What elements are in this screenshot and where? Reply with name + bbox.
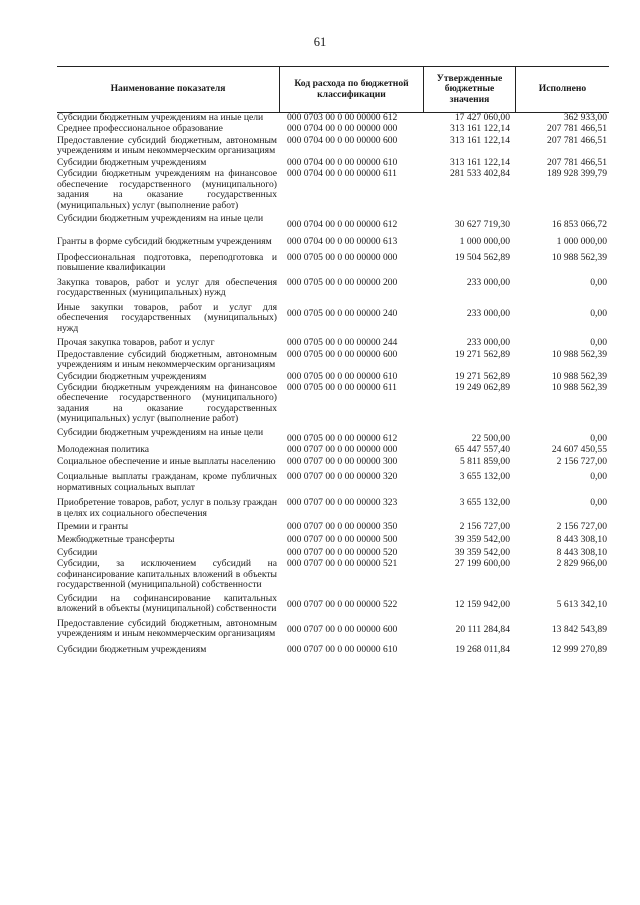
- row-code: 000 0705 00 0 00 00000 200: [287, 276, 398, 288]
- row-executed: 5 613 342,10: [556, 598, 607, 610]
- row-name: Субсидии: [57, 546, 98, 558]
- table-row: [57, 372, 609, 382]
- table-row: [57, 214, 609, 230]
- table-row: [57, 158, 609, 168]
- row-code: 000 0707 00 0 00 00000 500: [287, 534, 398, 546]
- table-row: [57, 383, 609, 425]
- table-row: [57, 253, 609, 274]
- row-executed: 207 781 466,51: [547, 123, 607, 135]
- row-approved: 19 504 562,89: [454, 251, 510, 263]
- row-name: Субсидии бюджетным учреждениям: [57, 156, 207, 168]
- row-name: Иные закупки товаров, работ и услуг для обеспечения государственных (муниципальных) нужд: [57, 301, 277, 334]
- row-name: Субсидии бюджетным учреждениям: [57, 370, 207, 382]
- row-code: 000 0705 00 0 00 00000 000: [287, 251, 398, 263]
- row-executed: 8 443 308,10: [556, 534, 607, 546]
- row-code: 000 0704 00 0 00 00000 613: [287, 235, 398, 247]
- table-row: [57, 535, 609, 545]
- row-executed: 0,00: [590, 307, 607, 319]
- table-row: [57, 278, 609, 299]
- row-approved: 17 427 060,00: [454, 112, 510, 123]
- row-name: Субсидии бюджетным учреждениям на иные цели: [57, 426, 264, 438]
- row-approved: 233 000,00: [466, 337, 510, 349]
- row-executed: 16 853 066,72: [551, 219, 607, 231]
- row-executed: 1 000 000,00: [556, 235, 607, 247]
- table-row: [57, 169, 609, 211]
- header-name: Наименование показателя: [110, 83, 226, 95]
- row-code: 000 0704 00 0 00 00000 000: [287, 123, 398, 135]
- row-executed: 207 781 466,51: [547, 156, 607, 168]
- row-executed: 0,00: [590, 276, 607, 288]
- row-executed: 10 988 562,39: [551, 370, 607, 382]
- row-code: 000 0704 00 0 00 00000 612: [287, 219, 398, 231]
- row-executed: 12 999 270,89: [551, 644, 607, 656]
- row-approved: 19 249 062,89: [454, 381, 510, 393]
- row-approved: 39 359 542,00: [454, 534, 510, 546]
- row-executed: 8 443 308,10: [556, 546, 607, 558]
- table-row: [57, 428, 609, 444]
- row-name: Приобретение товаров, работ, услуг в пользу граждан в целях их социального обеспечения: [57, 497, 277, 519]
- row-code: 000 0705 00 0 00 00000 610: [287, 370, 398, 382]
- row-name: Профессиональная подготовка, переподготовка и повышение квалификации: [57, 251, 277, 274]
- budget-table: [57, 66, 609, 656]
- row-code: 000 0707 00 0 00 00000 521: [287, 558, 398, 570]
- row-name: Субсидии бюджетным учреждениям на иные цели: [57, 112, 264, 123]
- row-name: Социальные выплаты гражданам, кроме публичных нормативных социальных выплат: [57, 471, 277, 493]
- row-code: 000 0705 00 0 00 00000 611: [287, 381, 397, 393]
- row-approved: 39 359 542,00: [454, 546, 510, 558]
- row-name: Закупка товаров, работ и услуг для обеспечения государственных (муниципальных) нужд: [57, 276, 277, 299]
- row-executed: 10 988 562,39: [551, 251, 607, 263]
- table-row: [57, 619, 609, 640]
- page-number: 61: [313, 35, 327, 49]
- row-approved: 27 199 600,00: [454, 558, 510, 570]
- row-code: 000 0707 00 0 00 00000 600: [287, 623, 398, 635]
- row-code: 000 0707 00 0 00 00000 610: [287, 644, 398, 656]
- row-executed: 2 829 966,00: [556, 558, 607, 570]
- row-code: 000 0707 00 0 00 00000 520: [287, 546, 398, 558]
- table-row: [57, 237, 609, 247]
- row-approved: 5 811 859,00: [459, 455, 510, 467]
- row-executed: 0,00: [590, 337, 607, 349]
- row-executed: 189 928 399,79: [547, 168, 607, 180]
- row-executed: 207 781 466,51: [547, 134, 607, 146]
- row-name: Субсидии, за исключением субсидий на софинансирование капитальных вложений в объекты государственной (муниципальной) собственности: [57, 558, 277, 591]
- row-approved: 65 447 557,40: [454, 444, 510, 456]
- row-name: Предоставление субсидий бюджетным, автономным учреждениям и иным некоммерческим организациям: [57, 134, 277, 157]
- row-executed: 362 933,00: [563, 112, 607, 123]
- row-approved: 313 161 122,14: [450, 123, 510, 135]
- row-approved: 12 159 942,00: [454, 598, 510, 610]
- row-name: Гранты в форме субсидий бюджетным учреждениям: [57, 235, 272, 247]
- header-approved: Утвержденные бюджетные значения: [423, 67, 515, 112]
- row-approved: 1 000 000,00: [459, 235, 510, 247]
- row-name: Молодежная политика: [57, 444, 150, 456]
- table-row: [57, 594, 609, 615]
- row-code: 000 0707 00 0 00 00000 320: [287, 471, 398, 483]
- row-approved: 3 655 132,00: [459, 497, 510, 509]
- row-code: 000 0703 00 0 00 00000 612: [287, 112, 398, 123]
- row-code: 000 0705 00 0 00 00000 244: [287, 337, 398, 349]
- row-code: 000 0704 00 0 00 00000 600: [287, 134, 398, 146]
- row-code: 000 0705 00 0 00 00000 600: [287, 348, 398, 360]
- row-name: Межбюджетные трансферты: [57, 534, 175, 546]
- row-code: 000 0707 00 0 00 00000 350: [287, 520, 398, 532]
- row-name: Прочая закупка товаров, работ и услуг: [57, 337, 215, 349]
- table-row: [57, 548, 609, 558]
- row-code: 000 0707 00 0 00 00000 000: [287, 444, 398, 456]
- table-row: [57, 645, 609, 655]
- row-approved: 3 655 132,00: [459, 471, 510, 483]
- table-row: [57, 338, 609, 348]
- row-executed: 0,00: [590, 432, 607, 444]
- row-approved: 19 268 011,84: [455, 644, 510, 656]
- row-approved: 22 500,00: [471, 432, 510, 444]
- row-approved: 313 161 122,14: [450, 134, 510, 146]
- row-approved: 233 000,00: [466, 276, 510, 288]
- header-executed: Исполнено: [515, 67, 609, 112]
- table-row: [57, 303, 609, 334]
- row-code: 000 0707 00 0 00 00000 323: [287, 497, 398, 509]
- row-executed: 10 988 562,39: [551, 381, 607, 393]
- table-header: [57, 66, 609, 113]
- row-executed: 0,00: [590, 497, 607, 509]
- row-approved: 313 161 122,14: [450, 156, 510, 168]
- row-code: 000 0705 00 0 00 00000 612: [287, 432, 398, 444]
- row-name: Социальное обеспечение и иные выплаты населению: [57, 455, 276, 467]
- row-executed: 13 842 543,89: [551, 623, 607, 635]
- table-row: [57, 445, 609, 455]
- row-name: Субсидии на софинансирование капитальных вложений в объекты (муниципальной) собственности: [57, 592, 277, 615]
- row-approved: 20 111 284,84: [455, 623, 510, 635]
- table-body: [57, 113, 609, 656]
- row-name: Субсидии бюджетным учреждениям: [57, 644, 207, 656]
- row-name: Предоставление субсидий бюджетным, автономным учреждениям и иным некоммерческим организациям: [57, 348, 277, 371]
- row-code: 000 0704 00 0 00 00000 610: [287, 156, 398, 168]
- row-approved: 281 533 402,84: [450, 168, 510, 180]
- row-name: Среднее профессиональное образование: [57, 123, 223, 135]
- row-code: 000 0707 00 0 00 00000 300: [287, 455, 398, 467]
- row-name: Субсидии бюджетным учреждениям на финансовое обеспечение государственного (муниципального) задания на оказание государственных (муниципальных) услуг (выполнение работ): [57, 168, 277, 211]
- row-code: 000 0704 00 0 00 00000 611: [287, 168, 397, 180]
- table-row: [57, 559, 609, 590]
- row-executed: 2 156 727,00: [556, 520, 607, 532]
- table-row: [57, 136, 609, 157]
- table-row: [57, 350, 609, 371]
- row-executed: 10 988 562,39: [551, 348, 607, 360]
- table-row: [57, 124, 609, 134]
- row-name: Предоставление субсидий бюджетным, автономным учреждениям и иным некоммерческим организациям: [57, 617, 277, 640]
- row-approved: 30 627 719,30: [454, 219, 510, 231]
- row-executed: 0,00: [590, 471, 607, 483]
- row-code: 000 0705 00 0 00 00000 240: [287, 307, 398, 319]
- table-row: [57, 113, 609, 123]
- row-name: Субсидии бюджетным учреждениям на финансовое обеспечение государственного (муниципального) задания на оказание государственных (муниципальных) услуг (выполнение работ): [57, 381, 277, 425]
- row-approved: 19 271 562,89: [454, 370, 510, 382]
- row-approved: 19 271 562,89: [454, 348, 510, 360]
- row-approved: 2 156 727,00: [459, 520, 510, 532]
- row-executed: 24 607 450,55: [551, 444, 607, 456]
- table-row: [57, 472, 609, 493]
- row-name: Премии и гранты: [57, 520, 129, 532]
- row-executed: 2 156 727,00: [556, 455, 607, 467]
- table-row: [57, 522, 609, 532]
- table-row: [57, 498, 609, 519]
- header-code: Код расхода по бюджетной классификации: [279, 67, 423, 112]
- row-code: 000 0707 00 0 00 00000 522: [287, 598, 398, 610]
- row-name: Субсидии бюджетным учреждениям на иные цели: [57, 213, 264, 225]
- row-approved: 233 000,00: [466, 307, 510, 319]
- table-row: [57, 457, 609, 467]
